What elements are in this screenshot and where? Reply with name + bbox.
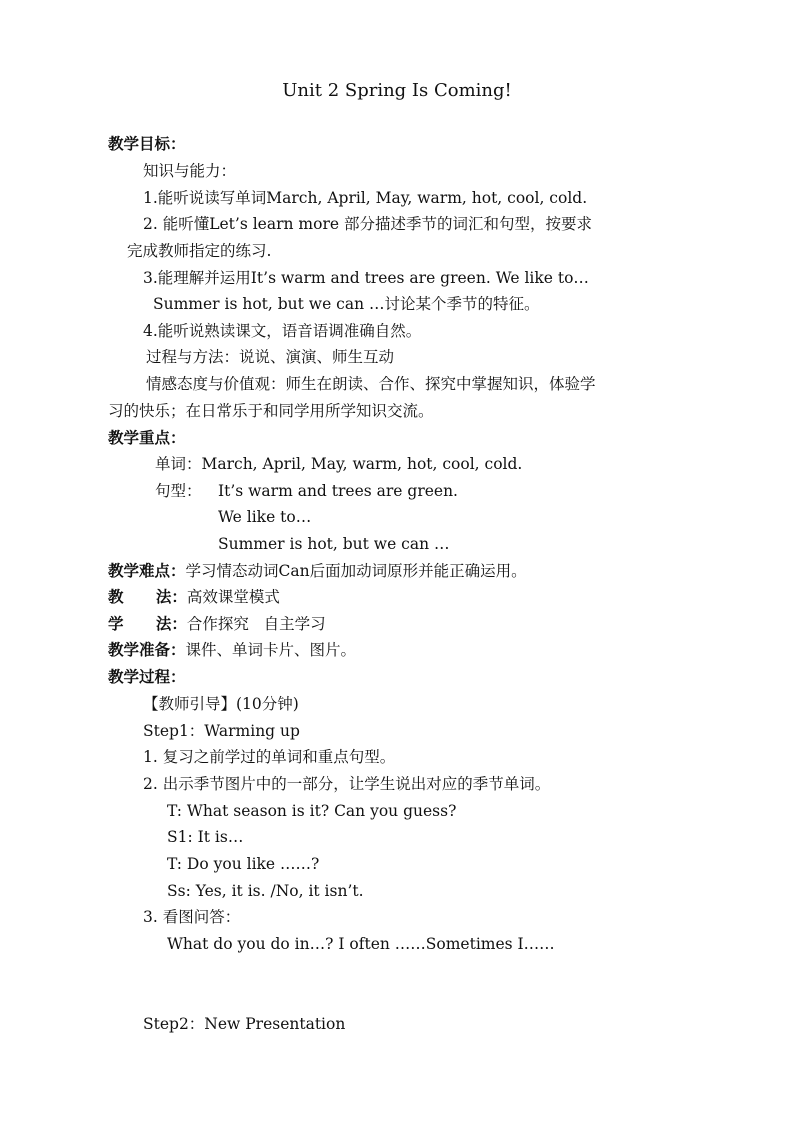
attitude-line-1: 情感态度与价值观：师生在朗读、合作、探究中掌握知识，体验学 [146,375,596,393]
objective-item-2-cont: 完成教师指定的练习. [127,242,272,260]
objective-item-4: 4.能听说熟读课文，语音语调准确自然。 [143,322,422,340]
teaching-method-heading: 教 法： [108,588,187,606]
key-points-heading: 教学重点： [108,429,186,447]
teaching-method-text: 高效课堂模式 [186,588,280,606]
pattern-1: It’s warm and trees are green. [218,482,458,500]
key-words: 单词：March, April, May, warm, hot, cool, cold. [155,455,523,473]
step1-item-3: 3. 看图问答： [143,908,241,926]
difficulty-text: 学习情态动词Can后面加动词原形并能正确运用。 [185,562,527,580]
objective-item-1: 1.能听说读写单词March, April, May, warm, hot, cool, cold. [143,189,588,207]
knowledge-label: 知识与能力： [143,162,237,180]
pattern-2: We like to… [218,508,312,526]
section-teacher-guide: 【教师引导】(10分钟) [143,695,299,713]
learning-method-row [108,614,326,634]
teaching-method-row [108,587,280,607]
difficulty-row [108,561,527,581]
step1-heading: Step1：Warming up [143,722,300,740]
dialogue-line-2: S1: It is… [167,828,244,846]
learning-method-text: 合作探究 自主学习 [186,615,326,633]
objective-item-3: 3.能理解并运用It’s warm and trees are green. We like to… [143,269,589,287]
learning-method-heading: 学 法： [108,615,187,633]
qa-line: What do you do in…? I often ……Sometimes I…… [167,935,555,953]
process-method: 过程与方法：说说、演演、师生互动 [146,348,395,366]
step1-item-2: 2. 出示季节图片中的一部分，让学生说出对应的季节单词。 [143,775,551,793]
objective-item-2: 2. 能听懂Let’s learn more 部分描述季节的词汇和句型，按要求 [143,215,592,233]
pattern-3: Summer is hot, but we can … [218,535,450,553]
process-heading: 教学过程： [108,668,186,686]
dialogue-line-1: T: What season is it? Can you guess? [167,802,457,820]
objectives-heading: 教学目标： [108,135,186,153]
dialogue-line-4: Ss: Yes, it is. /No, it isn’t. [167,882,364,900]
difficulty-heading: 教学难点： [108,562,186,580]
preparation-row [108,640,356,660]
patterns-label: 句型： [155,482,202,500]
dialogue-line-3: T: Do you like ……? [167,855,320,873]
objective-item-3-cont: Summer is hot, but we can …讨论某个季节的特征。 [153,295,540,313]
attitude-line-2: 习的快乐；在日常乐于和同学用所学知识交流。 [108,402,434,420]
step2-heading: Step2：New Presentation [143,1015,346,1033]
step1-item-1: 1. 复习之前学过的单词和重点句型。 [143,748,396,766]
preparation-text: 课件、单词卡片、图片。 [185,641,357,659]
preparation-heading: 教学准备： [108,641,186,659]
page-title: Unit 2 Spring Is Coming! [282,80,512,101]
